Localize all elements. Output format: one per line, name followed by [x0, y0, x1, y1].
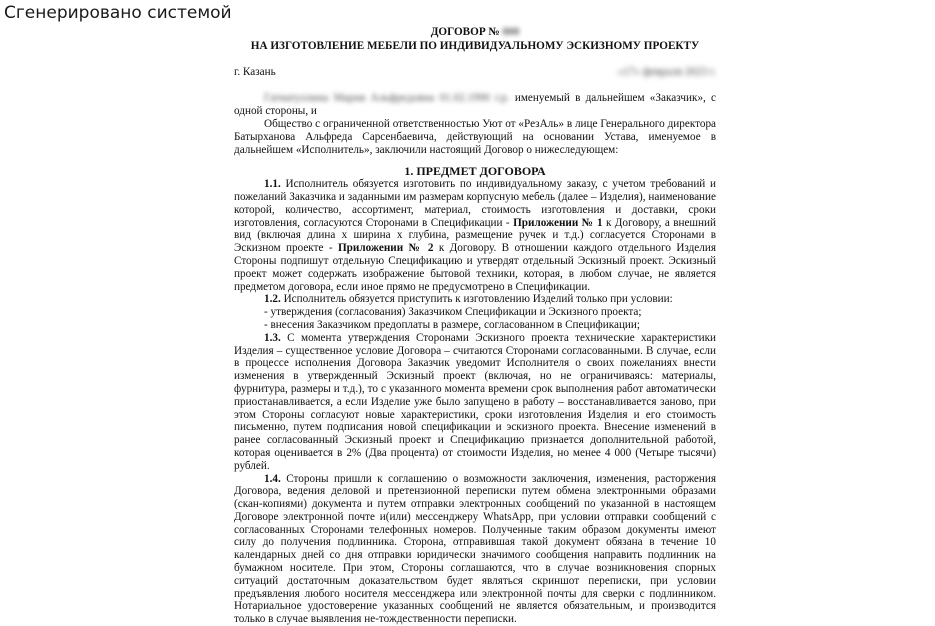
clause-1-1 — [234, 178, 716, 293]
customer-text: именуемый в дальнейшем «Заказчик», с одной стороны, и — [234, 92, 716, 117]
contract-title — [234, 26, 716, 39]
list-item: - утверждения (согласования) Заказчиком Спецификации и Эскизного проекта; — [234, 306, 716, 319]
clause-text: к Договору. В отношении каждого отдельного Изделия Стороны подпишут отдельную Спецификацию и утвердят отдельный Эскизный проект. Эскизный проект может содержать изображение бытовой техники, которая, в любом случае, не является предметом договора, если иное прямо не предусмотрено в Спецификации. — [234, 242, 716, 292]
clause-1-2 — [234, 293, 716, 306]
clause-text: С момента утверждения Сторонами Эскизного проекта технические характеристики Изделия – существенное условие Договора – считаются Сторонами согласованными. В случае, если в процессе исполнения Договора Заказчик уведомит Исполнителя о своих пожеланиях внести изменения в утвержденный Эскизный проект (включая, но не ограничиваясь: материалы, фурнитура, размеры и т.д.), то с указанного момента времени срок выполнения работ автоматически приостанавливается, а если Изделие уже было запущено в работу – восстанавливается заново, при этом Стороны согласуют новые характеристики, сроки изготовления Изделия и его стоимость письменно, путем подписания новой спецификации и эскизного проекта. Внесение изменений в ранее согласованный Эскизный проект и Спецификацию признается дополнительной работой, которая оценивается в 2% (Два процента) от стоимости Изделия, но менее 4 000 (Четыре тысячи) рублей. — [234, 332, 716, 472]
customer-paragraph — [234, 92, 716, 118]
city: г. Казань — [234, 66, 276, 79]
section-title: 1. ПРЕДМЕТ ДОГОВОРА — [234, 165, 716, 178]
city-date-row — [234, 66, 716, 79]
clause-number: 1.2. — [264, 293, 281, 305]
clause-1-3 — [234, 332, 716, 473]
clause-number: 1.3. — [264, 332, 281, 344]
contract-prefix: ДОГОВОР № — [431, 26, 500, 38]
clause-text: Исполнитель обязуется изготовить по индивидуальному заказу, с учетом требований и пожеланий Заказчика и заданными им размерам корпусную мебель (далее – Изделия), наименование которой, количество, ассортимент, материал, стоимость изготовления и доставки, сроки изготовления, согласуются Сторонами в Спецификации - — [234, 178, 716, 228]
executor-paragraph: Общество с ограниченной ответственностью Уют от «РезАль» в лице Генерального директора Батырханова Альфреда Сарсенбаевича, действующий на основании Устава, именуемое в дальнейшем «Исполнитель», заключили настоящий Договор о нижеследующем: — [234, 118, 716, 156]
list-item: - внесения Заказчиком предоплаты в размере, согласованном в Спецификации; — [234, 319, 716, 332]
clause-text: к Договору, а внешний вид (включая длина х ширина х глубина, размещение ручек и т.д.) согласуется Сторонами в Эскизном проекте - — [234, 217, 716, 255]
clause-text: Стороны пришли к соглашению о возможности заключения, изменения, расторжения Договора, ведения деловой и претензионной переписки путем обмена электронными образами (скан-копиями) документа и путем отправки электронных сообщений по указанной в настоящем Договоре электронной почте и(или) мессенджеру WhatsApp, при условии отправки сообщений с согласованных Сторонами телефонных номеров. Полученные таким образом документы имеют силу до получения подлинника. Сторона, отправившая такой документ обязана в течение 10 календарных дней со дня отправки юридически значимого сообщения направить подлинник на бумажном носителе. При этом, Стороны соглашаются, что в случае возникновения спорных ситуаций достаточным доказательством будет являться скриншот переписки, при условии предъявления любого носителя мессенджера или электронной почты для сверки с подлинником. Нотариальное удостоверение указанных сообщений не является обязательным, и производится только в случае выявления не-тождественности переписки. — [234, 473, 716, 626]
contract-document — [234, 26, 716, 626]
clause-text: Исполнитель обязуется приступить к изготовлению Изделий только при условии: — [284, 293, 673, 305]
contract-subtitle: НА ИЗГОТОВЛЕНИЕ МЕБЕЛИ ПО ИНДИВИДУАЛЬНОМУ ЭСКИЗНОМУ ПРОЕКТУ — [234, 40, 716, 53]
appendix-2-ref: Приложении № 2 — [338, 242, 433, 254]
contract-number: 000 — [503, 26, 520, 38]
appendix-1-ref: Приложении № 1 — [513, 217, 602, 229]
clause-number: 1.4. — [264, 473, 281, 485]
clause-1-4 — [234, 473, 716, 626]
contract-date: «17» февраля 2023 г. — [618, 66, 716, 79]
generated-by-system-label: Сгенерировано системой — [4, 3, 232, 23]
clause-number: 1.1. — [264, 178, 281, 190]
customer-name: Гатиатуллина Мария Альфредовна 01.02.1990 г.р. — [264, 92, 510, 104]
